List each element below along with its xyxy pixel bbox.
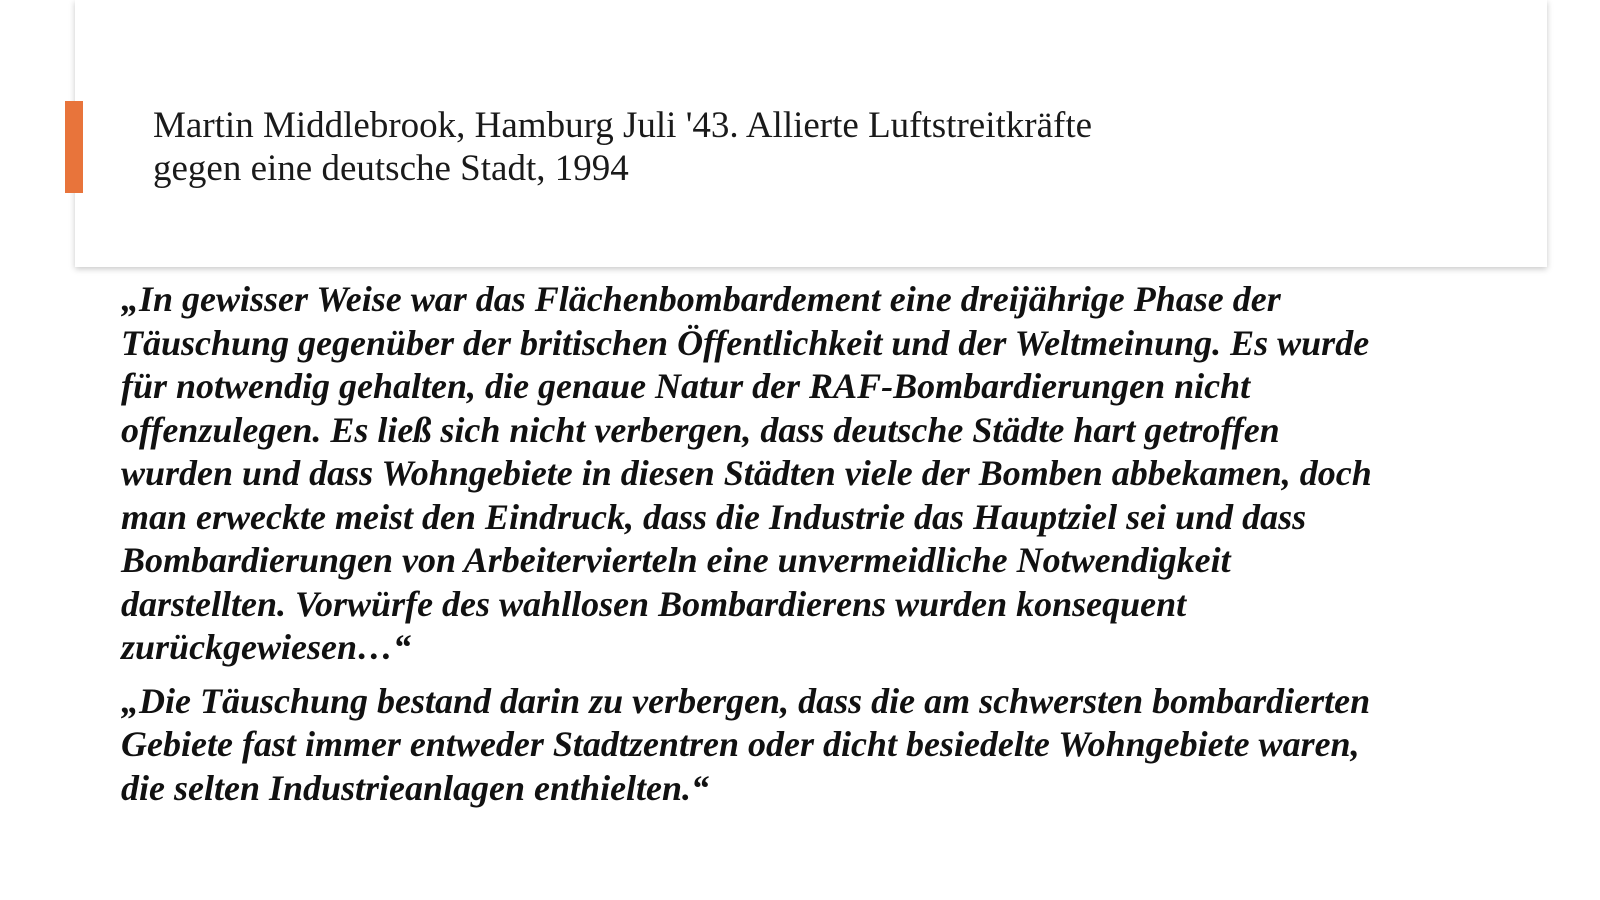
quote-line: die selten Industrieanlagen enthielten.“: [121, 767, 710, 808]
quote-line: für notwendig gehalten, die genaue Natur der RAF-Bombardierungen nicht: [121, 366, 1251, 406]
title-line-1: Martin Middlebrook, Hamburg Juli '43. Allierte Luftstreitkräfte: [153, 105, 1093, 146]
quote-line: wurden und dass Wohngebiete in diesen Städten viele der Bomben abbekamen, doch: [121, 453, 1372, 493]
quote-line: offenzulegen. Es ließ sich nicht verbergen, dass deutsche Städte hart getroffen: [121, 409, 1280, 450]
quote-line: „In gewisser Weise war das Flächenbombardement eine dreijährige Phase der: [121, 279, 1281, 319]
quote-line: „Die Täuschung bestand darin zu verbergen, dass die am schwersten bombardierten: [121, 680, 1371, 721]
quote-line: Täuschung gegenüber der britischen Öffentlichkeit und der Weltmeinung. Es wurde: [121, 322, 1370, 363]
quote-paragraph-2: [121, 680, 1546, 811]
quote-body: [121, 278, 1546, 820]
quote-line: darstellten. Vorwürfe des wahllosen Bombardierens wurden konsequent: [121, 583, 1187, 624]
slide-title: [153, 104, 1092, 190]
quote-line: man erweckte meist den Eindruck, dass die Industrie das Hauptziel sei und dass: [121, 496, 1307, 537]
quote-paragraph-1: [121, 278, 1546, 670]
quote-line: zurückgewiesen…“: [121, 627, 412, 667]
quote-line: Gebiete fast immer entweder Stadtzentren oder dicht besiedelte Wohngebiete waren,: [121, 724, 1360, 764]
quote-line: Bombardierungen von Arbeitervierteln eine unvermeidliche Notwendigkeit: [121, 540, 1231, 580]
title-line-2: gegen eine deutsche Stadt, 1994: [153, 148, 629, 189]
title-box: [75, 0, 1547, 267]
title-accent-bar: [65, 101, 83, 193]
